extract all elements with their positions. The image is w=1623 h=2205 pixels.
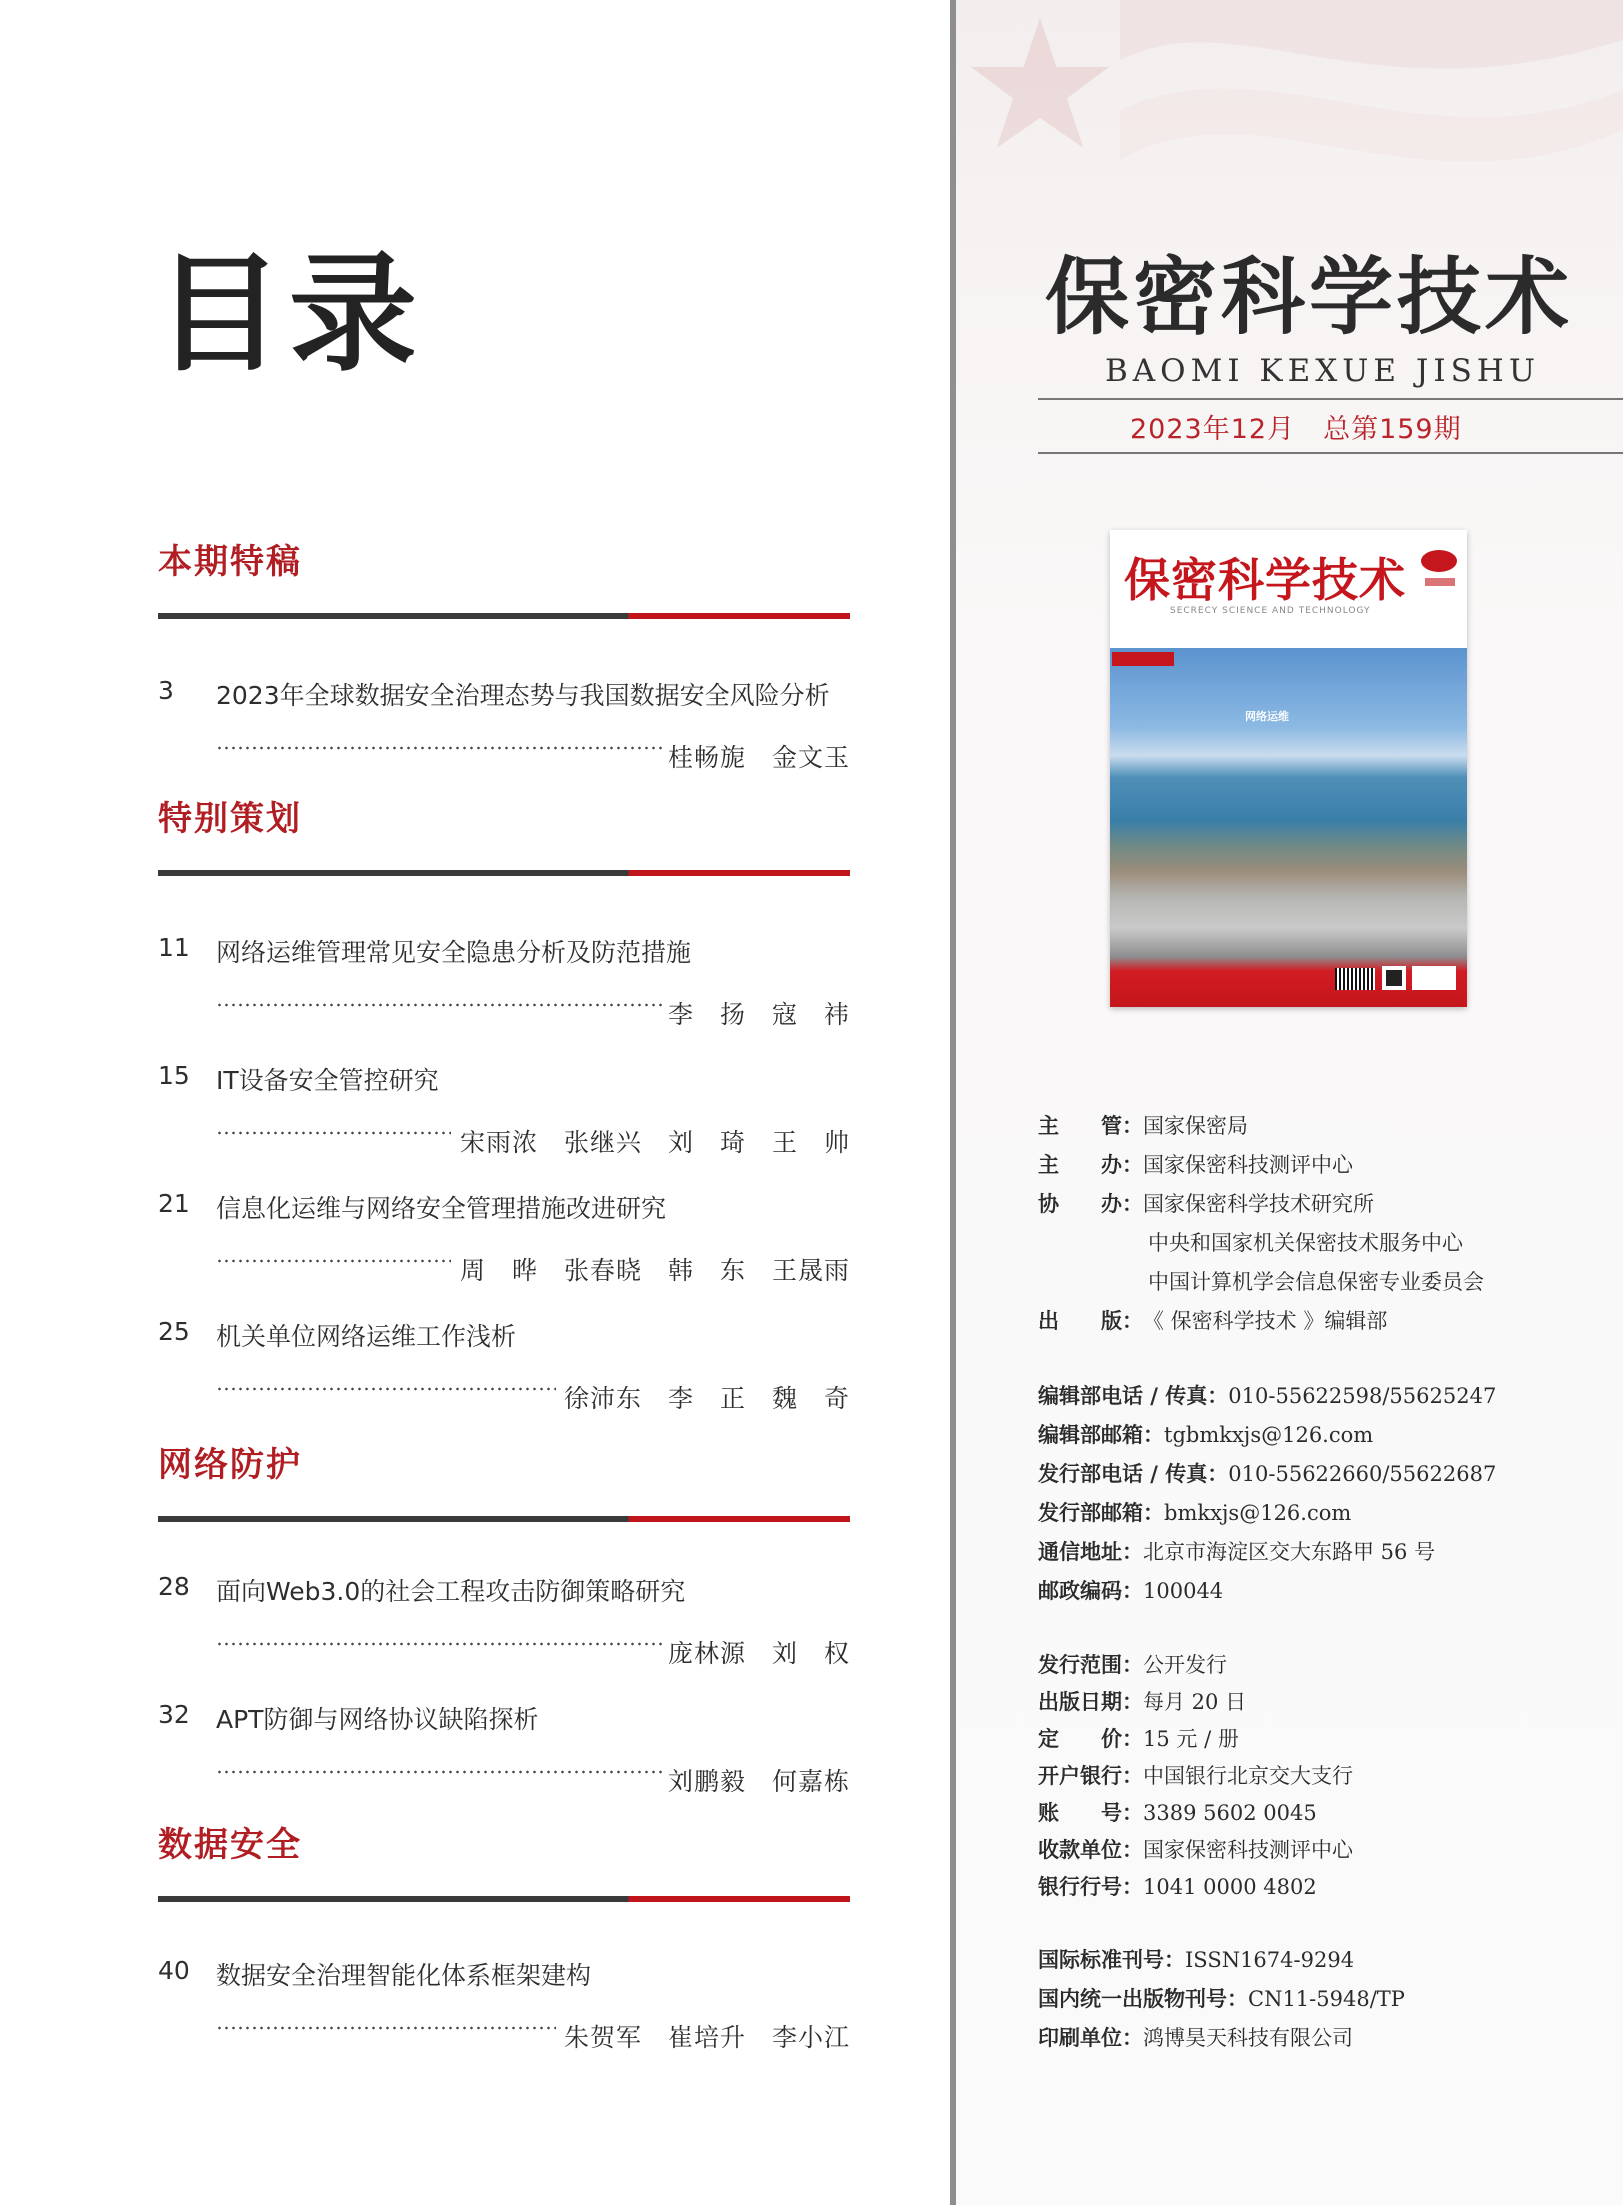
info-printer: 印刷单位：鸿博昊天科技有限公司 <box>1038 2025 1353 2050</box>
barcode-icon <box>1335 968 1375 990</box>
issue-rule-bottom <box>1038 452 1623 454</box>
section-heading: 网络防护 <box>158 1445 302 1485</box>
info-editorial-phone: 编辑部电话 / 传真：010-55622598/55625247 <box>1038 1383 1497 1408</box>
leader-dots <box>216 1131 451 1135</box>
article-authors: 宋雨浓 张继兴 刘 琦 王 帅 <box>459 1128 850 1157</box>
article-authors: 庞林源 刘 权 <box>667 1639 850 1668</box>
section-rule <box>158 1896 850 1902</box>
leader-dots <box>216 1770 664 1774</box>
leader-dots <box>216 1642 664 1646</box>
cover-subtitle: SECRECY SCIENCE AND TECHNOLOGY <box>1170 606 1371 616</box>
page-number: 25 <box>158 1317 190 1346</box>
article-title: APT防御与网络协议缺陷探析 <box>216 1705 539 1734</box>
info-bank-code: 银行行号：1041 0000 4802 <box>1038 1874 1317 1899</box>
info-payee: 收款单位：国家保密科技测评中心 <box>1038 1837 1353 1862</box>
cover-photo <box>1110 648 1467 1007</box>
article-authors: 刘鹏毅 何嘉栋 <box>667 1767 850 1796</box>
page-number: 3 <box>158 676 174 705</box>
section-heading: 本期特稿 <box>158 542 302 582</box>
page-number: 28 <box>158 1572 190 1601</box>
leader-dots <box>216 1003 664 1007</box>
page-number: 11 <box>158 933 190 962</box>
section-special-planning <box>158 799 850 839</box>
leader-dots <box>216 1387 556 1391</box>
cover-title: 保密科学技术 <box>1124 553 1406 607</box>
page-number: 21 <box>158 1189 190 1218</box>
info-sponsor: 主 管：国家保密局 <box>1038 1113 1248 1138</box>
article-authors: 朱贺军 崔培升 李小江 <box>563 2023 850 2052</box>
cover-price-box <box>1412 966 1456 990</box>
page-number: 32 <box>158 1700 190 1729</box>
info-host: 主 办：国家保密科技测评中心 <box>1038 1152 1353 1177</box>
article-title: IT设备安全管控研究 <box>216 1066 439 1095</box>
section-data-security <box>158 1825 850 1865</box>
article-authors: 徐沛东 李 正 魏 奇 <box>563 1384 850 1413</box>
info-date: 出版日期：每月 20 日 <box>1038 1689 1247 1714</box>
page-number: 15 <box>158 1061 190 1090</box>
magazine-pinyin: BAOMI KEXUE JISHU <box>1105 353 1540 389</box>
info-distribution-email: 发行部邮箱：bmkxjs@126.com <box>1038 1500 1352 1525</box>
article-title: 信息化运维与网络安全管理措施改进研究 <box>216 1194 667 1223</box>
section-heading: 特别策划 <box>158 799 302 839</box>
section-rule <box>158 870 850 876</box>
qr-code-icon <box>1382 966 1406 990</box>
info-publisher: 出 版：《 保密科学技术 》编辑部 <box>1038 1308 1388 1333</box>
issue-rule-top <box>1038 398 1623 400</box>
section-network-protection <box>158 1445 850 1485</box>
info-issn: 国际标准刊号：ISSN1674-9294 <box>1038 1947 1355 1972</box>
issue-label: 2023年12月 总第159期 <box>1130 414 1462 445</box>
info-cn: 国内统一出版物刊号：CN11-5948/TP <box>1038 1986 1405 2011</box>
info-scope: 发行范围：公开发行 <box>1038 1652 1227 1677</box>
cover-tag <box>1425 578 1455 586</box>
info-address: 通信地址：北京市海淀区交大东路甲 56 号 <box>1038 1539 1436 1564</box>
info-distribution-phone: 发行部电话 / 传真：010-55622660/55622687 <box>1038 1461 1497 1486</box>
cover-badge <box>1112 652 1174 666</box>
leader-dots <box>216 1259 451 1263</box>
article-authors: 周 晔 张春晓 韩 东 王晟雨 <box>459 1256 850 1285</box>
page-number: 40 <box>158 1956 190 1985</box>
article-title: 网络运维管理常见安全隐患分析及防范措施 <box>216 938 692 967</box>
info-co-host-3: 中国计算机学会信息保密专业委员会 <box>1148 1270 1484 1294</box>
article-authors: 李 扬 寇 祎 <box>667 1000 850 1029</box>
magazine-title: 保密科学技术 <box>1045 248 1574 346</box>
cover-feature-label: 网络运维 <box>1245 710 1289 723</box>
article-title: 面向Web3.0的社会工程攻击防御策略研究 <box>216 1577 686 1606</box>
info-price: 定 价：15 元 / 册 <box>1038 1726 1239 1751</box>
info-co-host-2: 中央和国家机关保密技术服务中心 <box>1148 1231 1463 1255</box>
leader-dots <box>216 2026 556 2030</box>
star-icon <box>965 10 1115 160</box>
article-title: 2023年全球数据安全治理态势与我国数据安全风险分析 <box>216 681 830 710</box>
section-heading: 数据安全 <box>158 1825 302 1865</box>
info-bank: 开户银行：中国银行北京交大支行 <box>1038 1763 1353 1788</box>
info-postcode: 邮政编码：100044 <box>1038 1578 1224 1603</box>
section-rule <box>158 613 850 619</box>
toc-title: 目录 <box>155 239 424 389</box>
info-account: 账 号：3389 5602 0045 <box>1038 1800 1317 1825</box>
article-authors: 桂畅旎 金文玉 <box>667 743 850 772</box>
article-title: 机关单位网络运维工作浅析 <box>216 1322 517 1351</box>
cover-emblem-icon <box>1421 550 1457 572</box>
article-title: 数据安全治理智能化体系框架建构 <box>216 1961 592 1990</box>
flag-background <box>1120 0 1623 240</box>
info-co-host: 协 办：国家保密科学技术研究所 <box>1038 1191 1374 1216</box>
section-featured <box>158 542 850 582</box>
leader-dots <box>216 746 664 750</box>
info-editorial-email: 编辑部邮箱：tgbmkxjs@126.com <box>1038 1422 1374 1447</box>
cover-image <box>1110 530 1467 1007</box>
section-rule <box>158 1516 850 1522</box>
